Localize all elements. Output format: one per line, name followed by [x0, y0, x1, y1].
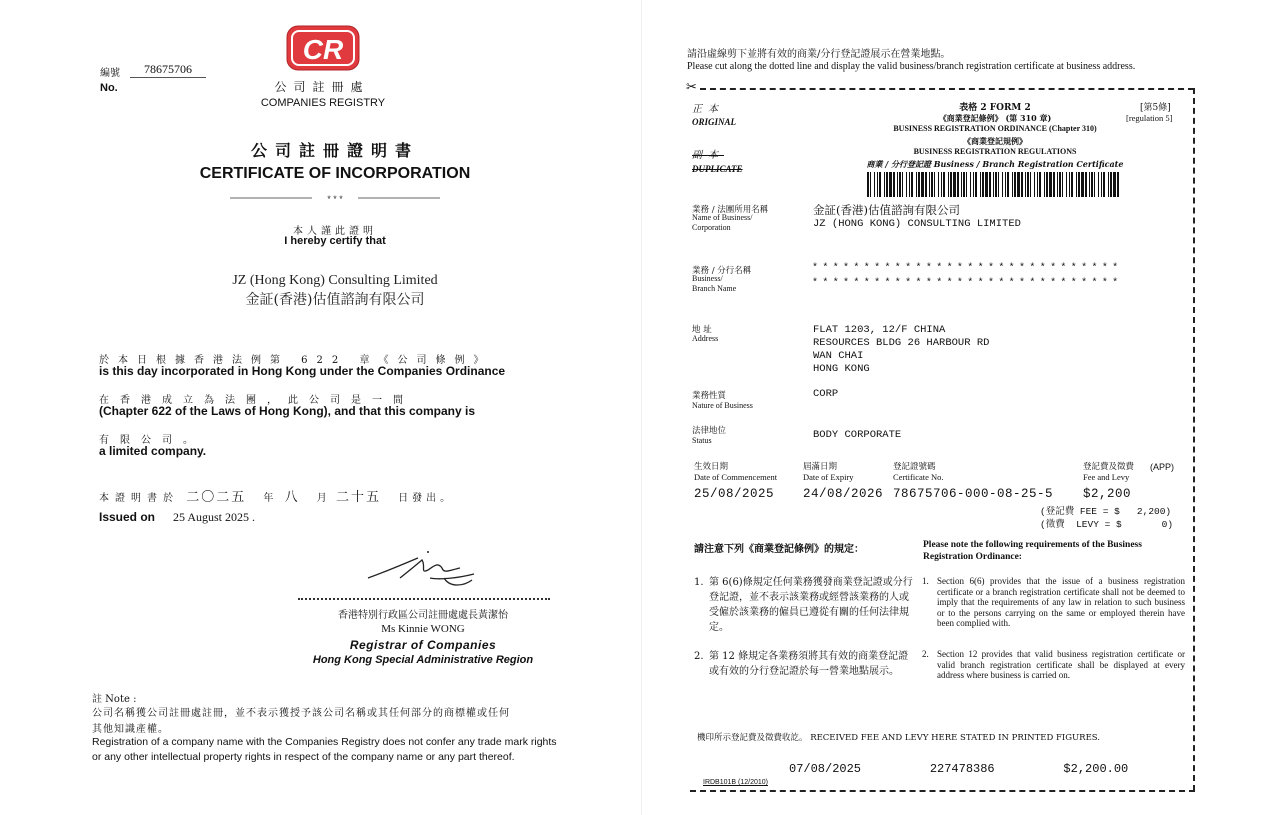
nature-label-en: Nature of Business: [692, 401, 753, 410]
barcode-bar: [906, 172, 907, 197]
barcode-bar: [1098, 172, 1099, 197]
barcode-bar: [909, 172, 910, 197]
barcode-bar: [1037, 172, 1038, 197]
branch-name-label-zh: 業務 / 分行名稱: [692, 266, 752, 276]
barcode-bar: [1053, 172, 1055, 197]
barcode-bar: [966, 172, 967, 197]
nature-label-zh: 業務性質: [692, 391, 727, 401]
barcode-bar: [982, 172, 984, 197]
commencement-label-en: Date of Commencement: [694, 472, 778, 482]
barcode-bar: [1110, 172, 1112, 197]
barcode-bar: [1117, 172, 1119, 197]
barcode-bar: [963, 172, 965, 197]
original-label-zh: 正本: [692, 104, 724, 115]
barcode-bar: [1076, 172, 1077, 197]
barcode-bar: [893, 172, 895, 197]
barcode-bar: [1012, 172, 1013, 197]
barcode-bar: [1101, 172, 1102, 197]
cut-line-bottom: [690, 790, 1195, 792]
issued-date-zh: [99, 486, 454, 505]
certificate-no-label-zh: 登記證號碼: [893, 462, 936, 472]
statement-line1-en: is this day incorporated in Hong Kong under the Companies Ordinance: [99, 364, 506, 378]
original-label-en: ORIGINAL: [692, 117, 737, 127]
barcode-bar: [1069, 172, 1070, 197]
cut-instruction-zh: 請沿虛線剪下並將有效的商業/分行登記證展示在營業地點。: [687, 49, 951, 60]
note-text-en-line1: Registration of a company name with the Companies Registry does not confer any trade mark rights: [92, 736, 557, 748]
levy: (徵費 LEVY = $ 0): [1040, 519, 1174, 530]
status-label-en: Status: [692, 436, 712, 445]
fee-label-zh: 登記費及徵費: [1083, 462, 1135, 472]
barcode-bar: [1059, 172, 1061, 197]
barcode-bar: [911, 172, 913, 197]
branch-name-label-en: Business/ Branch Name: [692, 274, 737, 293]
barcode-bar: [970, 172, 971, 197]
barcode-bar: [995, 172, 997, 197]
cut-instruction-en: Please cut along the dotted line and display the valid business/branch registration certificate at business address.: [687, 61, 1136, 72]
barcode-bar: [886, 172, 888, 197]
notice-heading-en-line1: Please note the following requirements of the Business: [923, 540, 1142, 550]
receipt-record: 07/08/2025 227478386 $2,200.00: [789, 762, 1129, 776]
expiry-label-en: Date of Expiry: [803, 472, 854, 482]
barcode-bar: [879, 172, 881, 197]
barcode-bar: [925, 172, 927, 197]
certificate-title-zh: 公司註冊證明書: [250, 141, 419, 160]
company-name-zh: 金証(香港)估值諮詢有限公司: [245, 292, 425, 308]
barcode-bar: [870, 172, 871, 197]
duplicate-label-zh: 副本: [692, 150, 724, 161]
barcode-bar: [943, 172, 945, 197]
barcode-bar: [1094, 172, 1095, 197]
barcode-bar: [941, 172, 942, 197]
certificate-kind: 商業 / 分行登記證 Business / Branch Registration Certificate: [866, 159, 1124, 169]
barcode-bar: [1030, 172, 1031, 197]
barcode-bar: [867, 172, 869, 197]
registry-name-zh: 公司註冊處: [274, 80, 370, 94]
barcode-bar: [1014, 172, 1016, 197]
company-name-en: JZ (Hong Kong) Consulting Limited: [232, 273, 438, 288]
barcode-bar: [916, 172, 917, 197]
barcode-bar: [961, 172, 962, 197]
item2-text-zh: 第 12 條規定各業務須將其有效的商業登記證或有效的分行登記證於每一營業地點展示。: [709, 651, 909, 677]
fee-label-en: Fee and Levy: [1083, 472, 1130, 482]
cert-no-value: 78675706: [130, 62, 206, 78]
statement-line2-en: (Chapter 622 of the Laws of Hong Kong), and that this company is: [99, 404, 476, 418]
registry-name-en: COMPANIES REGISTRY: [260, 97, 386, 109]
notice-heading-en-line2: Registration Ordinance:: [923, 552, 1022, 562]
barcode-bar: [1108, 172, 1109, 197]
item2-number-en: 2.: [922, 649, 929, 659]
barcode-bar: [948, 172, 949, 197]
duplicate-label-en: DUPLICATE: [692, 164, 743, 174]
regulation-ref-en: [regulation 5]: [1126, 113, 1173, 123]
cert-no-label-en: No.: [100, 82, 118, 94]
ordinance-title-en: BUSINESS REGISTRATION ORDINANCE (Chapter 310): [893, 124, 1097, 133]
barcode-bar: [1005, 172, 1006, 197]
signatory-title-zh: 香港特別行政區公司註冊處處長黃潔怡: [338, 610, 508, 621]
business-name-label-en: Name of Business/ Corporation: [692, 213, 753, 232]
barcode-bar: [985, 172, 988, 197]
branch-name-value-line1: ******************************: [812, 263, 1123, 274]
barcode-bar: [1085, 172, 1087, 197]
issued-zh-prefix: 本證明書於: [99, 493, 179, 504]
business-name-zh: 金証(香港)估值諮詢有限公司: [813, 203, 960, 217]
issued-zh-year-unit: 年: [263, 493, 274, 504]
commencement-date: 25/08/2025: [694, 487, 775, 501]
item2-number-zh: 2.: [694, 651, 704, 662]
barcode-bar: [953, 172, 956, 197]
certify-text-zh: 本人謹此證明: [293, 226, 377, 237]
barcode-bar: [899, 172, 901, 197]
note-text-zh-line1: 公司名稱獲公司註冊處註冊，並不表示獲授予該公司名稱或其任何部分的商標權或任何: [92, 708, 510, 719]
received-statement: 機印所示登記費及徵費收訖。 RECEIVED FEE AND LEVY HERE STATED IN PRINTED FIGURES.: [697, 733, 1100, 743]
registration-fee: (登記費 FEE = $ 2,200): [1040, 506, 1172, 517]
barcode-bar: [889, 172, 892, 197]
app-tag: (APP): [1150, 462, 1175, 472]
barcode: [866, 172, 1123, 197]
certify-text-en: I hereby certify that: [284, 235, 386, 247]
commencement-label-zh: 生效日期: [694, 462, 729, 472]
issued-zh-year: 二〇二五: [186, 490, 247, 505]
barcode-bar: [902, 172, 903, 197]
barcode-bar: [938, 172, 939, 197]
form-number: 表格 2 FORM 2: [959, 103, 1031, 113]
item1-number-zh: 1.: [694, 577, 704, 588]
barcode-bar: [950, 172, 952, 197]
item1-text-zh: 第 6(6)條規定任何業務獲發商業登記證或分行登記證，並不表示該業務或經營該業務的人或受僱於該業務的僱員已遵從有關的任何法律規定。: [709, 577, 913, 633]
cert-no-label-zh: 編號: [100, 68, 120, 79]
address-value: FLAT 1203, 12/F CHINA RESOURCES BLDG 26 HARBOUR RD WAN CHAI HONG KONG: [813, 324, 990, 375]
barcode-bar: [1066, 172, 1067, 197]
status-label-zh: 法律地位: [692, 426, 727, 436]
signatory-jurisdiction: Hong Kong Special Administrative Region: [312, 654, 534, 666]
statement-line3-zh: 有限公司。: [99, 435, 204, 446]
regulation-ref-zh: [第5條]: [1140, 103, 1171, 113]
barcode-bar: [897, 172, 898, 197]
barcode-bar: [1089, 172, 1090, 197]
title-ornament: [230, 192, 440, 204]
barcode-bar: [989, 172, 991, 197]
expiry-label-zh: 屆滿日期: [803, 462, 838, 472]
barcode-bar: [1103, 172, 1105, 197]
barcode-bar: [973, 172, 974, 197]
barcode-bar: [1113, 172, 1116, 197]
barcode-bar: [1039, 172, 1041, 197]
statement-line3-en: a limited company.: [99, 444, 207, 458]
cut-line-right: [1193, 88, 1195, 791]
barcode-bar: [1057, 172, 1058, 197]
companies-registry-logo: [285, 24, 361, 72]
branch-name-value-line2: ******************************: [812, 278, 1123, 289]
barcode-bar: [975, 172, 977, 197]
signatory-role: Registrar of Companies: [349, 638, 497, 652]
item1-text-en: Section 6(6) provides that the issue of a business registration certificate or a branch registration certificate shall not be deemed to imply that the requirements of any law in relation to such business or to the persons carrying on the same or employed therein have been complied with.: [937, 576, 1185, 629]
certificate-number: 78675706-000-08-25-5: [893, 487, 1054, 501]
business-name-en: JZ (HONG KONG) CONSULTING LIMITED: [813, 218, 1021, 230]
barcode-bar: [957, 172, 959, 197]
certificate-title-en: CERTIFICATE OF INCORPORATION: [199, 165, 471, 182]
scissors-icon: ✂: [686, 80, 697, 95]
barcode-bar: [1078, 172, 1080, 197]
ornament-stars: * * *: [327, 194, 343, 204]
cut-line-top: [700, 88, 1194, 90]
status-value: BODY CORPORATE: [813, 429, 902, 441]
barcode-bar: [877, 172, 878, 197]
barcode-bar: [884, 172, 885, 197]
issued-zh-month: 八: [284, 490, 300, 505]
form-code: IRDB101B (12/2010): [703, 779, 768, 786]
certificate-no-label-en: Certificate No.: [893, 472, 944, 482]
item1-number-en: 1.: [922, 576, 929, 586]
barcode-bar: [1081, 172, 1084, 197]
note-label: 註 Note :: [92, 694, 137, 705]
issued-on-label: Issued on: [99, 510, 156, 524]
address-label-zh: 地 址: [692, 325, 712, 335]
note-text-zh-line2: 其他知識產權。: [92, 724, 169, 735]
notice-heading-zh: 請注意下列《商業登記條例》的規定：: [694, 544, 864, 555]
barcode-bar: [1044, 172, 1045, 197]
barcode-bar: [1002, 172, 1003, 197]
barcode-bar: [1025, 172, 1026, 197]
barcode-bar: [1046, 172, 1048, 197]
barcode-bar: [931, 172, 933, 197]
barcode-bar: [929, 172, 930, 197]
barcode-bar: [1007, 172, 1009, 197]
issued-zh-day: 二十五: [335, 490, 381, 505]
barcode-bar: [921, 172, 924, 197]
statement-line1-zh: 於本日根據香港法例第 622 章《公司條例》: [99, 355, 493, 366]
regulations-title-en: BUSINESS REGISTRATION REGULATIONS: [913, 147, 1077, 156]
barcode-bar: [993, 172, 994, 197]
barcode-bar: [1062, 172, 1063, 197]
business-name-label-zh: 業務 / 法團所用名稱: [692, 205, 769, 215]
registrar-signature: [360, 548, 490, 598]
barcode-bar: [1021, 172, 1023, 197]
signatory-name: Ms Kinnie WONG: [381, 623, 465, 635]
address-label-en: Address: [692, 334, 719, 343]
logo-text: CR: [302, 34, 344, 65]
statement-line2-zh: 在香港成立為法團，此公司是一間: [99, 395, 414, 406]
barcode-bar: [934, 172, 935, 197]
barcode-bar: [1027, 172, 1029, 197]
regulations-title-zh: 《商業登記規例》: [963, 136, 1027, 146]
barcode-bar: [1034, 172, 1035, 197]
signature-dotted-line: [298, 598, 550, 600]
barcode-bar: [1049, 172, 1052, 197]
barcode-bar: [1091, 172, 1093, 197]
barcode-bar: [1071, 172, 1073, 197]
barcode-bar: [874, 172, 875, 197]
barcode-bar: [998, 172, 999, 197]
note-text-en-line2: or any other intellectual property rights in respect of the company name or any part thereof.: [92, 751, 515, 763]
issued-on-date: 25 August 2025 .: [173, 510, 256, 524]
barcode-bar: [980, 172, 981, 197]
expiry-date: 24/08/2026: [803, 487, 884, 501]
barcode-bar: [918, 172, 920, 197]
item2-text-en: Section 12 provides that valid business registration certificate or valid branch registration certificate shall be displayed at every address where business is carried on.: [937, 649, 1185, 681]
issued-zh-month-unit: 月: [316, 493, 327, 504]
barcode-bar: [1017, 172, 1020, 197]
issued-zh-suffix: 日發出。: [398, 493, 455, 504]
fee-total: $2,200: [1083, 487, 1132, 501]
ordinance-title-zh: 《商業登記條例》 (第 310 章): [938, 113, 1052, 123]
page-divider: [641, 0, 642, 815]
nature-value: CORP: [813, 388, 839, 400]
